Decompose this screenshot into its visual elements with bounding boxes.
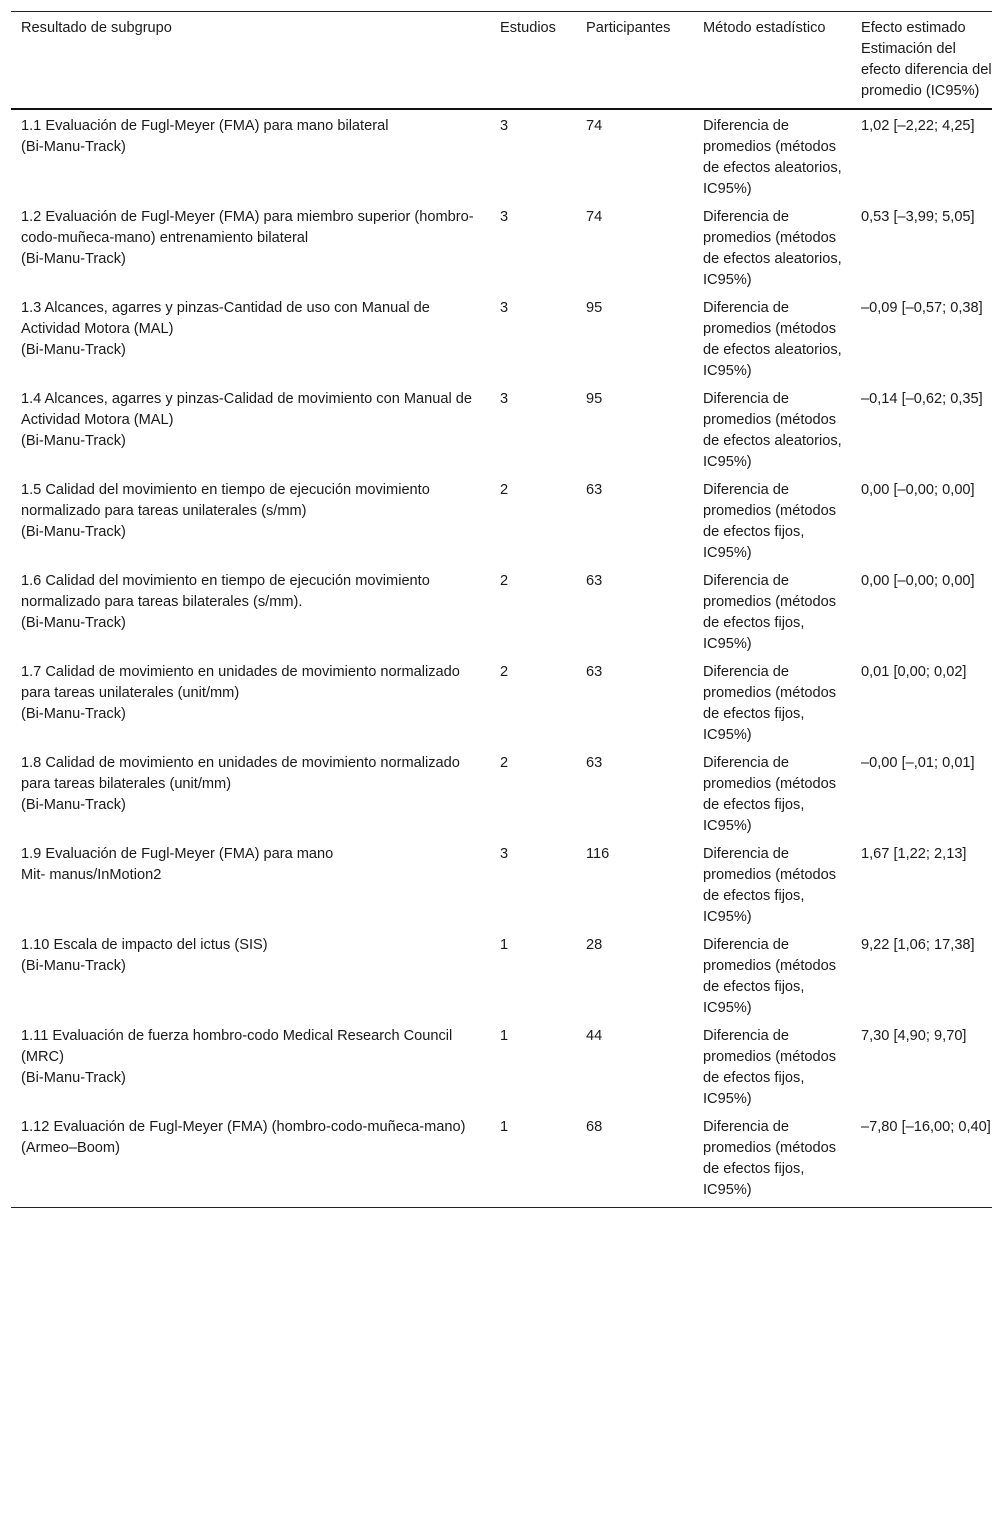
outcome-device: (Bi-Manu-Track) — [21, 251, 126, 267]
cell-participants: 116 — [586, 846, 610, 862]
cell-method: Diferencia de promedios (métodos de efectos fijos, IC95%) — [703, 482, 837, 561]
cell-participants: 63 — [586, 482, 603, 498]
outcome-title: 1.9 Evaluación de Fugl-Meyer (FMA) para mano — [21, 846, 334, 862]
outcome-title: 1.2 Evaluación de Fugl-Meyer (FMA) para miembro superior (hombro-codo-muñeca-mano) entrenamiento bilateral — [21, 209, 474, 246]
header-effect: Efecto estimado Estimación del efecto diferencia del promedio (IC95%) — [861, 20, 992, 99]
cell-outcome — [11, 1111, 500, 1208]
cell-participants: 74 — [586, 209, 603, 225]
outcome-title: 1.7 Calidad de movimiento en unidades de movimiento normalizado para tareas unilaterales (unit/mm) — [21, 664, 460, 701]
cell-effect: 7,30 [4,90; 9,70] — [861, 1028, 967, 1044]
cell-effect: 0,00 [–0,00; 0,00] — [861, 482, 975, 498]
cell-outcome — [11, 383, 500, 474]
outcome-device: (Bi-Manu-Track) — [21, 958, 126, 974]
cell-participants: 63 — [586, 573, 603, 589]
outcome-device: (Bi-Manu-Track) — [21, 615, 126, 631]
results-table-container — [11, 11, 992, 1208]
table-row — [11, 656, 992, 747]
cell-participants: 74 — [586, 118, 603, 134]
cell-effect: 9,22 [1,06; 17,38] — [861, 937, 975, 953]
cell-outcome — [11, 929, 500, 1020]
outcome-title: 1.8 Calidad de movimiento en unidades de movimiento normalizado para tareas bilaterales (unit/mm) — [21, 755, 460, 792]
cell-participants: 68 — [586, 1119, 603, 1135]
cell-participants: 44 — [586, 1028, 603, 1044]
table-row — [11, 838, 992, 929]
table-row — [11, 292, 992, 383]
outcome-title: 1.3 Alcances, agarres y pinzas-Cantidad de uso con Manual de Actividad Motora (MAL) — [21, 300, 430, 337]
outcome-device: (Bi-Manu-Track) — [21, 433, 126, 449]
cell-method: Diferencia de promedios (métodos de efectos aleatorios, IC95%) — [703, 300, 842, 379]
outcome-title: 1.11 Evaluación de fuerza hombro-codo Medical Research Council (MRC) — [21, 1028, 453, 1065]
cell-effect: 0,00 [–0,00; 0,00] — [861, 573, 975, 589]
cell-studies: 3 — [500, 209, 509, 225]
header-subgroup: Resultado de subgrupo — [21, 20, 172, 36]
cell-outcome — [11, 565, 500, 656]
cell-studies: 3 — [500, 118, 509, 134]
cell-outcome — [11, 292, 500, 383]
outcome-device: (Bi-Manu-Track) — [21, 342, 126, 358]
subgroup-results-table — [11, 11, 992, 1208]
cell-method: Diferencia de promedios (métodos de efectos fijos, IC95%) — [703, 1028, 837, 1107]
cell-studies: 2 — [500, 755, 509, 771]
cell-participants: 28 — [586, 937, 603, 953]
cell-method: Diferencia de promedios (métodos de efectos aleatorios, IC95%) — [703, 118, 842, 197]
header-participants: Participantes — [586, 20, 671, 36]
outcome-device: Mit- manus/InMotion2 — [21, 867, 162, 883]
table-row — [11, 565, 992, 656]
cell-outcome — [11, 109, 500, 201]
header-row — [11, 12, 992, 110]
cell-outcome — [11, 474, 500, 565]
cell-outcome — [11, 656, 500, 747]
cell-participants: 95 — [586, 391, 603, 407]
cell-method: Diferencia de promedios (métodos de efectos fijos, IC95%) — [703, 755, 837, 834]
table-row — [11, 747, 992, 838]
cell-method: Diferencia de promedios (métodos de efectos fijos, IC95%) — [703, 573, 837, 652]
header-studies: Estudios — [500, 20, 556, 36]
cell-method: Diferencia de promedios (métodos de efectos aleatorios, IC95%) — [703, 391, 842, 470]
cell-studies: 3 — [500, 846, 509, 862]
cell-studies: 3 — [500, 391, 509, 407]
outcome-title: 1.5 Calidad del movimiento en tiempo de ejecución movimiento normalizado para tareas unilaterales (s/mm) — [21, 482, 430, 519]
table-row — [11, 201, 992, 292]
cell-studies: 1 — [500, 1028, 509, 1044]
table-row — [11, 474, 992, 565]
cell-outcome — [11, 838, 500, 929]
outcome-device: (Bi-Manu-Track) — [21, 706, 126, 722]
cell-outcome — [11, 1020, 500, 1111]
outcome-title: 1.6 Calidad del movimiento en tiempo de ejecución movimiento normalizado para tareas bilaterales (s/mm). — [21, 573, 430, 610]
cell-studies: 3 — [500, 300, 509, 316]
table-row — [11, 383, 992, 474]
cell-studies: 1 — [500, 1119, 509, 1135]
cell-effect: –0,14 [–0,62; 0,35] — [861, 391, 983, 407]
outcome-device: (Armeo–Boom) — [21, 1140, 120, 1156]
outcome-device: (Bi-Manu-Track) — [21, 1070, 126, 1086]
cell-effect: –7,80 [–16,00; 0,40] — [861, 1119, 991, 1135]
table-row — [11, 1111, 992, 1208]
cell-method: Diferencia de promedios (métodos de efectos fijos, IC95%) — [703, 1119, 837, 1198]
table-row — [11, 929, 992, 1020]
cell-effect: 0,01 [0,00; 0,02] — [861, 664, 967, 680]
cell-method: Diferencia de promedios (métodos de efectos fijos, IC95%) — [703, 937, 837, 1016]
cell-studies: 2 — [500, 664, 509, 680]
table-row — [11, 109, 992, 201]
cell-studies: 2 — [500, 482, 509, 498]
cell-participants: 95 — [586, 300, 603, 316]
cell-participants: 63 — [586, 664, 603, 680]
cell-outcome — [11, 747, 500, 838]
outcome-title: 1.1 Evaluación de Fugl-Meyer (FMA) para mano bilateral — [21, 118, 389, 134]
cell-method: Diferencia de promedios (métodos de efectos aleatorios, IC95%) — [703, 209, 842, 288]
table-header — [11, 12, 992, 110]
outcome-title: 1.4 Alcances, agarres y pinzas-Calidad de movimiento con Manual de Actividad Motora (MAL) — [21, 391, 473, 428]
outcome-device: (Bi-Manu-Track) — [21, 797, 126, 813]
table-row — [11, 1020, 992, 1111]
cell-effect: 0,53 [–3,99; 5,05] — [861, 209, 975, 225]
cell-participants: 63 — [586, 755, 603, 771]
cell-method: Diferencia de promedios (métodos de efectos fijos, IC95%) — [703, 664, 837, 743]
cell-effect: –0,09 [–0,57; 0,38] — [861, 300, 983, 316]
cell-method: Diferencia de promedios (métodos de efectos fijos, IC95%) — [703, 846, 837, 925]
table-body — [11, 109, 992, 1208]
outcome-device: (Bi-Manu-Track) — [21, 524, 126, 540]
outcome-title: 1.12 Evaluación de Fugl-Meyer (FMA) (hombro-codo-muñeca-mano) — [21, 1119, 466, 1135]
cell-studies: 2 — [500, 573, 509, 589]
cell-effect: 1,67 [1,22; 2,13] — [861, 846, 967, 862]
header-method: Método estadístico — [703, 20, 826, 36]
outcome-title: 1.10 Escala de impacto del ictus (SIS) — [21, 937, 268, 953]
cell-effect: –0,00 [–,01; 0,01] — [861, 755, 975, 771]
cell-effect: 1,02 [–2,22; 4,25] — [861, 118, 975, 134]
cell-studies: 1 — [500, 937, 509, 953]
outcome-device: (Bi-Manu-Track) — [21, 139, 126, 155]
cell-outcome — [11, 201, 500, 292]
